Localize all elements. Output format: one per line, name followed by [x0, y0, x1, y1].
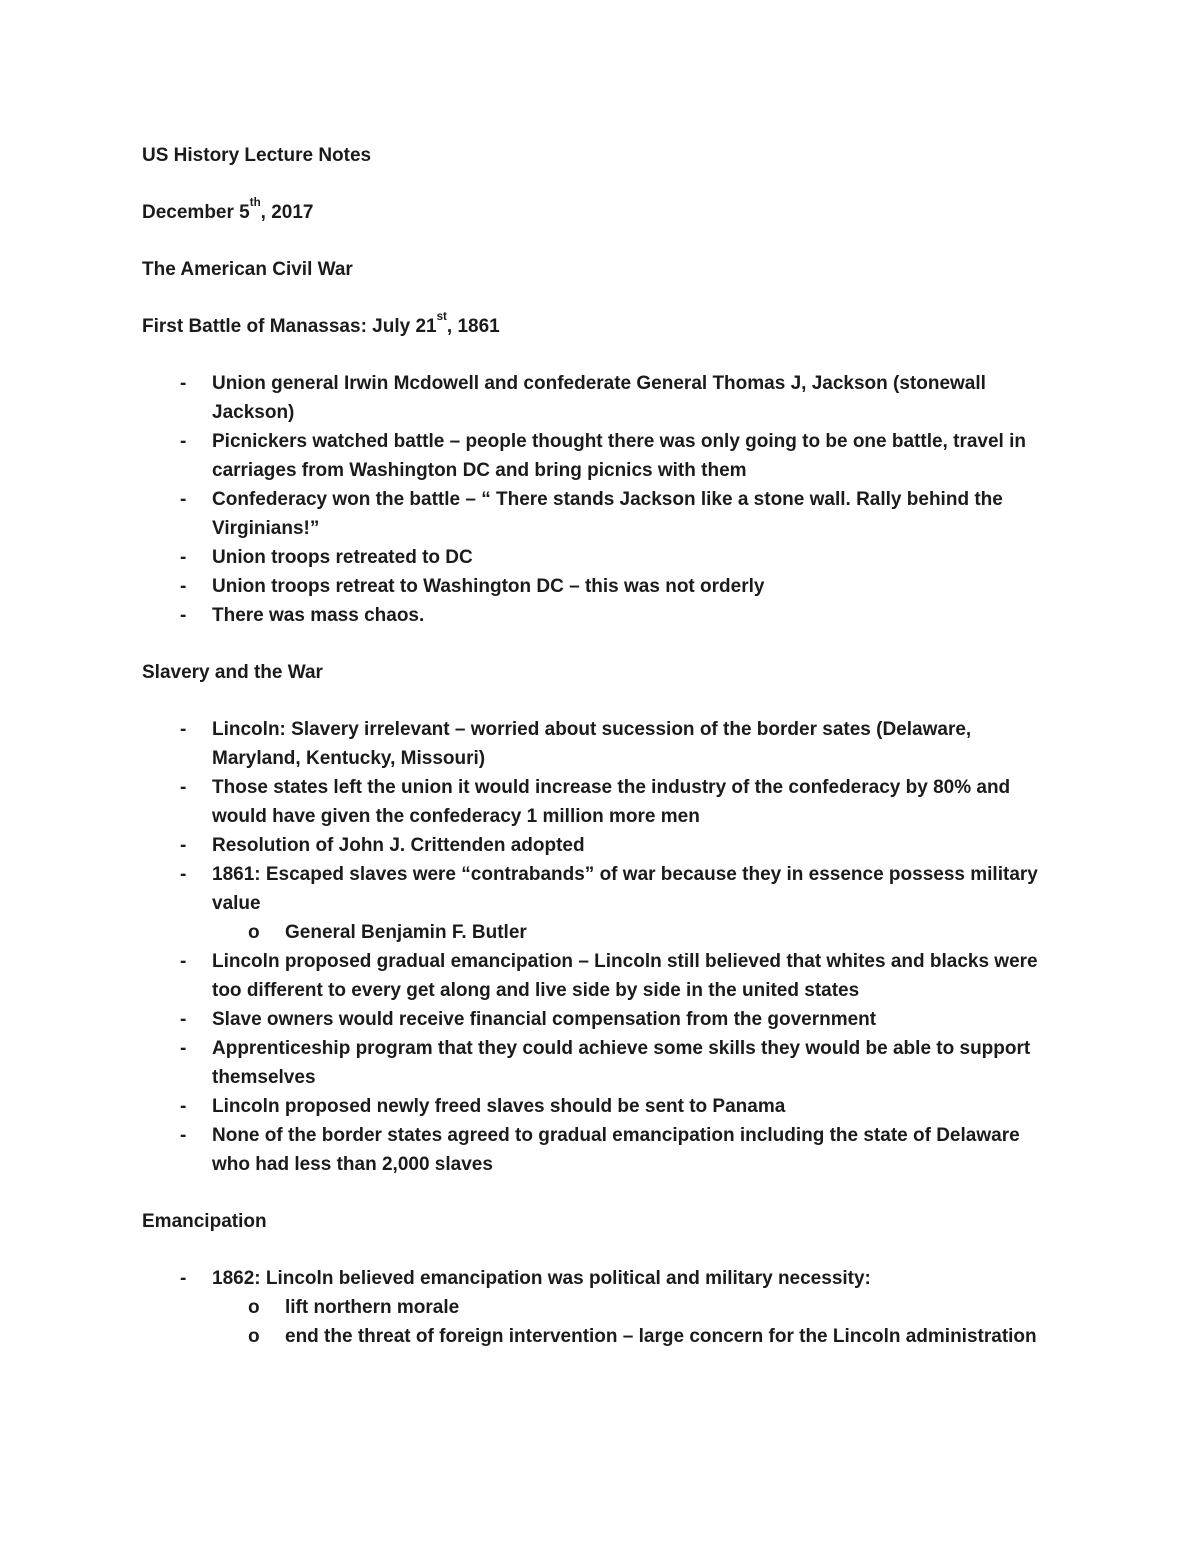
- list-item: [180, 1092, 1052, 1121]
- bullet-marker: -: [180, 431, 187, 452]
- section-heading: Slavery and the War: [142, 662, 323, 683]
- bullet-marker: -: [180, 951, 187, 972]
- sub-list-item: [248, 1293, 1052, 1322]
- bullet-marker: -: [180, 1096, 187, 1117]
- list-item: [180, 715, 1052, 773]
- list-item: [180, 572, 1052, 601]
- sub-list-item: [248, 1322, 1052, 1351]
- bullet-list: [142, 369, 1052, 630]
- list-item: [180, 543, 1052, 572]
- list-item-text: Union general Irwin Mcdowell and confederate General Thomas J, Jackson (stonewall Jackson): [212, 373, 986, 423]
- list-item-text: Slave owners would receive financial compensation from the government: [212, 1009, 877, 1030]
- sub-list-item: [248, 918, 1052, 947]
- list-item: [180, 369, 1052, 427]
- list-item-text: Picnickers watched battle – people thought there was only going to be one battle, travel in carriages from Washington DC and bring picnics with them: [212, 431, 1026, 481]
- list-item: [180, 773, 1052, 831]
- bullet-marker: o: [248, 922, 260, 943]
- list-item-text: 1862: Lincoln believed emancipation was political and military necessity:: [212, 1268, 871, 1289]
- list-item: [180, 1005, 1052, 1034]
- bullet-list: [142, 715, 1052, 1179]
- list-item-text: None of the border states agreed to gradual emancipation including the state of Delaware who had less than 2,000 slaves: [212, 1125, 1020, 1175]
- bullet-marker: -: [180, 373, 187, 394]
- bullet-marker: -: [180, 835, 187, 856]
- list-item: [180, 601, 1052, 630]
- bullet-marker: -: [180, 864, 187, 885]
- list-item-text: Union troops retreat to Washington DC – this was not orderly: [212, 576, 765, 597]
- list-item: [180, 831, 1052, 860]
- list-item: [180, 1034, 1052, 1092]
- list-item-text: General Benjamin F. Butler: [285, 922, 527, 943]
- bullet-list: [142, 1264, 1052, 1351]
- section-heading: Emancipation: [142, 1211, 267, 1232]
- list-item: [180, 485, 1052, 543]
- bullet-marker: -: [180, 576, 187, 597]
- list-item-text: end the threat of foreign intervention – large concern for the Lincoln administration: [285, 1326, 1037, 1347]
- bullet-marker: -: [180, 1125, 187, 1146]
- bullet-marker: -: [180, 1009, 187, 1030]
- list-item-text: There was mass chaos.: [212, 605, 425, 626]
- bullet-marker: o: [248, 1297, 260, 1318]
- list-item-text: Apprenticeship program that they could achieve some skills they would be able to support themselves: [212, 1038, 1031, 1088]
- bullet-marker: -: [180, 719, 187, 740]
- sections: [142, 312, 1052, 1351]
- bullet-marker: -: [180, 547, 187, 568]
- list-item-text: Those states left the union it would increase the industry of the confederacy by 80% and would have given the confederacy 1 million more men: [212, 777, 1011, 827]
- list-item: [180, 1264, 1052, 1293]
- bullet-marker: -: [180, 489, 187, 510]
- document-title: US History Lecture Notes: [142, 145, 372, 166]
- list-item-text: 1861: Escaped slaves were “contrabands” of war because they in essence possess military value: [212, 864, 1038, 914]
- bullet-marker: -: [180, 1038, 187, 1059]
- section-heading: First Battle of Manassas: July 21st, 1861: [142, 310, 500, 337]
- list-item: [180, 860, 1052, 918]
- list-item-text: Union troops retreated to DC: [212, 547, 473, 568]
- list-item-text: Confederacy won the battle – “ There stands Jackson like a stone wall. Rally behind the Virginians!”: [212, 489, 1003, 539]
- list-item-text: lift northern morale: [285, 1297, 460, 1318]
- list-item: [180, 427, 1052, 485]
- bullet-marker: -: [180, 605, 187, 626]
- list-item-text: Lincoln: Slavery irrelevant – worried about sucession of the border sates (Delaware, Maryland, Kentucky, Missouri): [212, 719, 972, 769]
- list-item: [180, 1121, 1052, 1179]
- list-item-text: Lincoln proposed newly freed slaves should be sent to Panama: [212, 1096, 786, 1117]
- document-subtitle: The American Civil War: [142, 259, 353, 280]
- list-item: [180, 947, 1052, 1005]
- list-item-text: Lincoln proposed gradual emancipation – Lincoln still believed that whites and blacks were too different to every get along and live side by side in the united states: [212, 951, 1038, 1001]
- list-item-text: Resolution of John J. Crittenden adopted: [212, 835, 585, 856]
- bullet-marker: -: [180, 1268, 187, 1289]
- bullet-marker: o: [248, 1326, 260, 1347]
- document-date: December 5th, 2017: [142, 196, 314, 223]
- bullet-marker: -: [180, 777, 187, 798]
